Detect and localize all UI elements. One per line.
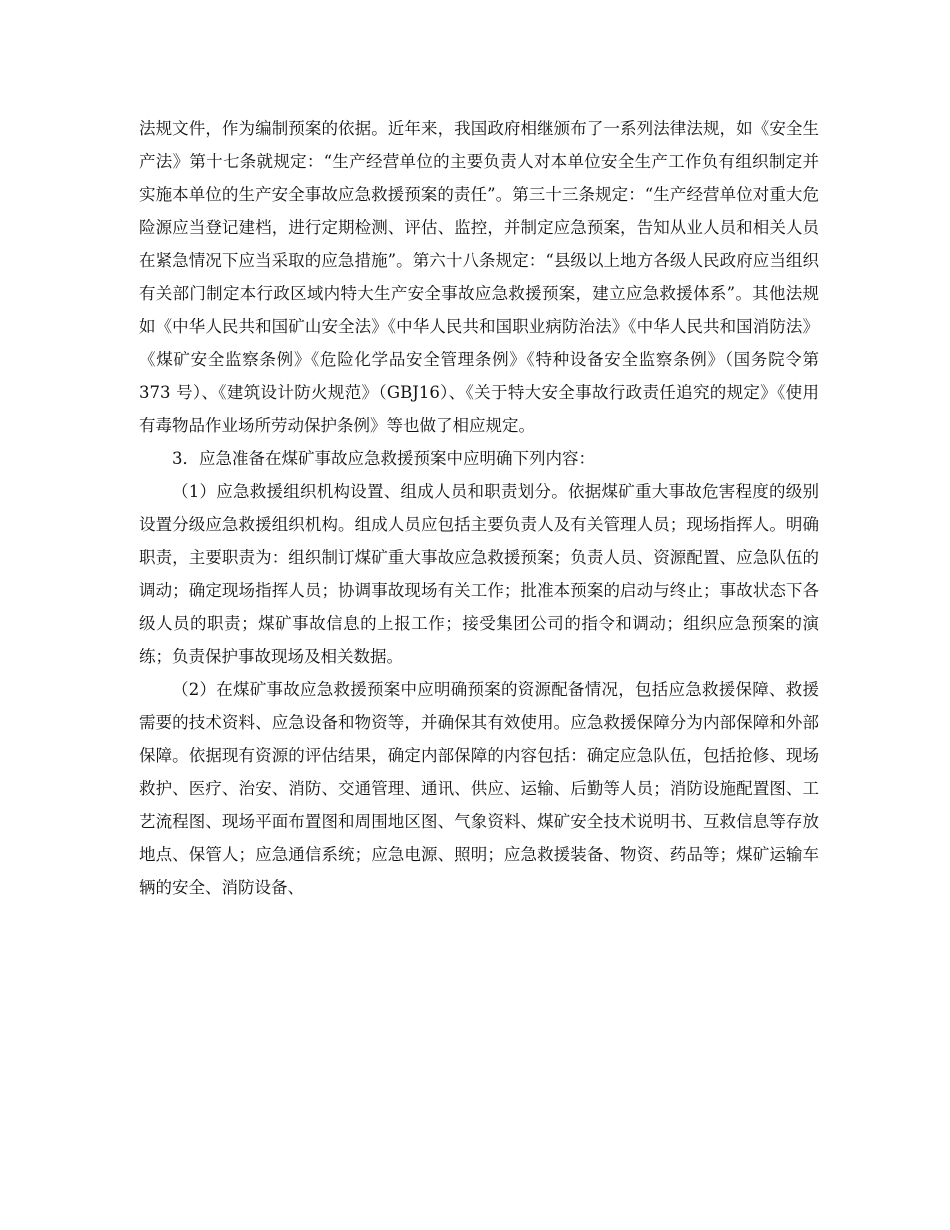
paragraph-resource-allocation: （2）在煤矿事故应急救援预案中应明确预案的资源配备情况，包括应急救援保障、救援需要的技术资料、应急设备和物资等，并确保其有效使用。应急救援保障分为内部保障和外部保障。依据现有资源的评估结果，确定内部保障的内容包括：确定应急队伍，包括抢修、现场救护、医疗、治安、消防、交通管理、通讯、供应、运输、后勤等人员；消防设施配置图、工艺流程图、现场平面布置图和周围地区图、气象资料、煤矿安全技术说明书、互救信息等存放地点、保管人；应急通信系统；应急电源、照明；应急救援装备、物资、药品等；煤矿运输车辆的安全、消防设备、: [139, 680, 819, 897]
paragraph-legal-basis: 法规文件，作为编制预案的依据。近年来，我国政府相继颁布了一系列法律法规，如《安全生产法》第十七条就规定：“生产经营单位的主要负责人对本单位安全生产工作负有组织制定并实施本单位的生产安全事故应急救援预案的责任”。第三十三条规定：“生产经营单位对重大危险源应当登记建档，进行定期检测、评估、监控，并制定应急预案，告知从业人员和相关人员在紧急情况下应当采取的应急措施”。第六十八条规定：“县级以上地方各级人民政府应当组织有关部门制定本行政区域内特大生产安全事故应急救援预案，建立应急救援体系”。其他法规如《中华人民共和国矿山安全法》《中华人民共和国职业病防治法》《中华人民共和国消防法》《煤矿安全监察条例》《危险化学品安全管理条例》《特种设备安全监察条例》（国务院令第 373 号）、《建筑设计防火规范》（GBJ16）、《关于特大安全事故行政责任追究的规定》《使用有毒物品作业场所劳动保护条例》等也做了相应规定。: [139, 119, 819, 435]
paragraph-emergency-preparation-heading: 3．应急准备在煤矿事故应急救援预案中应明确下列内容：: [172, 449, 595, 468]
document-body: [139, 112, 819, 904]
paragraph-organization-structure: （1）应急救援组织机构设置、组成人员和职责划分。依据煤矿重大事故危害程度的级别设置分级应急救援组织机构。组成人员应包括主要负责人及有关管理人员；现场指挥人。明确职责，主要职责为：组织制订煤矿重大事故应急救援预案；负责人员、资源配置、应急队伍的调动；确定现场指挥人员；协调事故现场有关工作；批准本预案的启动与终止；事故状态下各级人员的职责；煤矿事故信息的上报工作；接受集团公司的指令和调动；组织应急预案的演练；负责保护事故现场及相关数据。: [139, 482, 819, 666]
